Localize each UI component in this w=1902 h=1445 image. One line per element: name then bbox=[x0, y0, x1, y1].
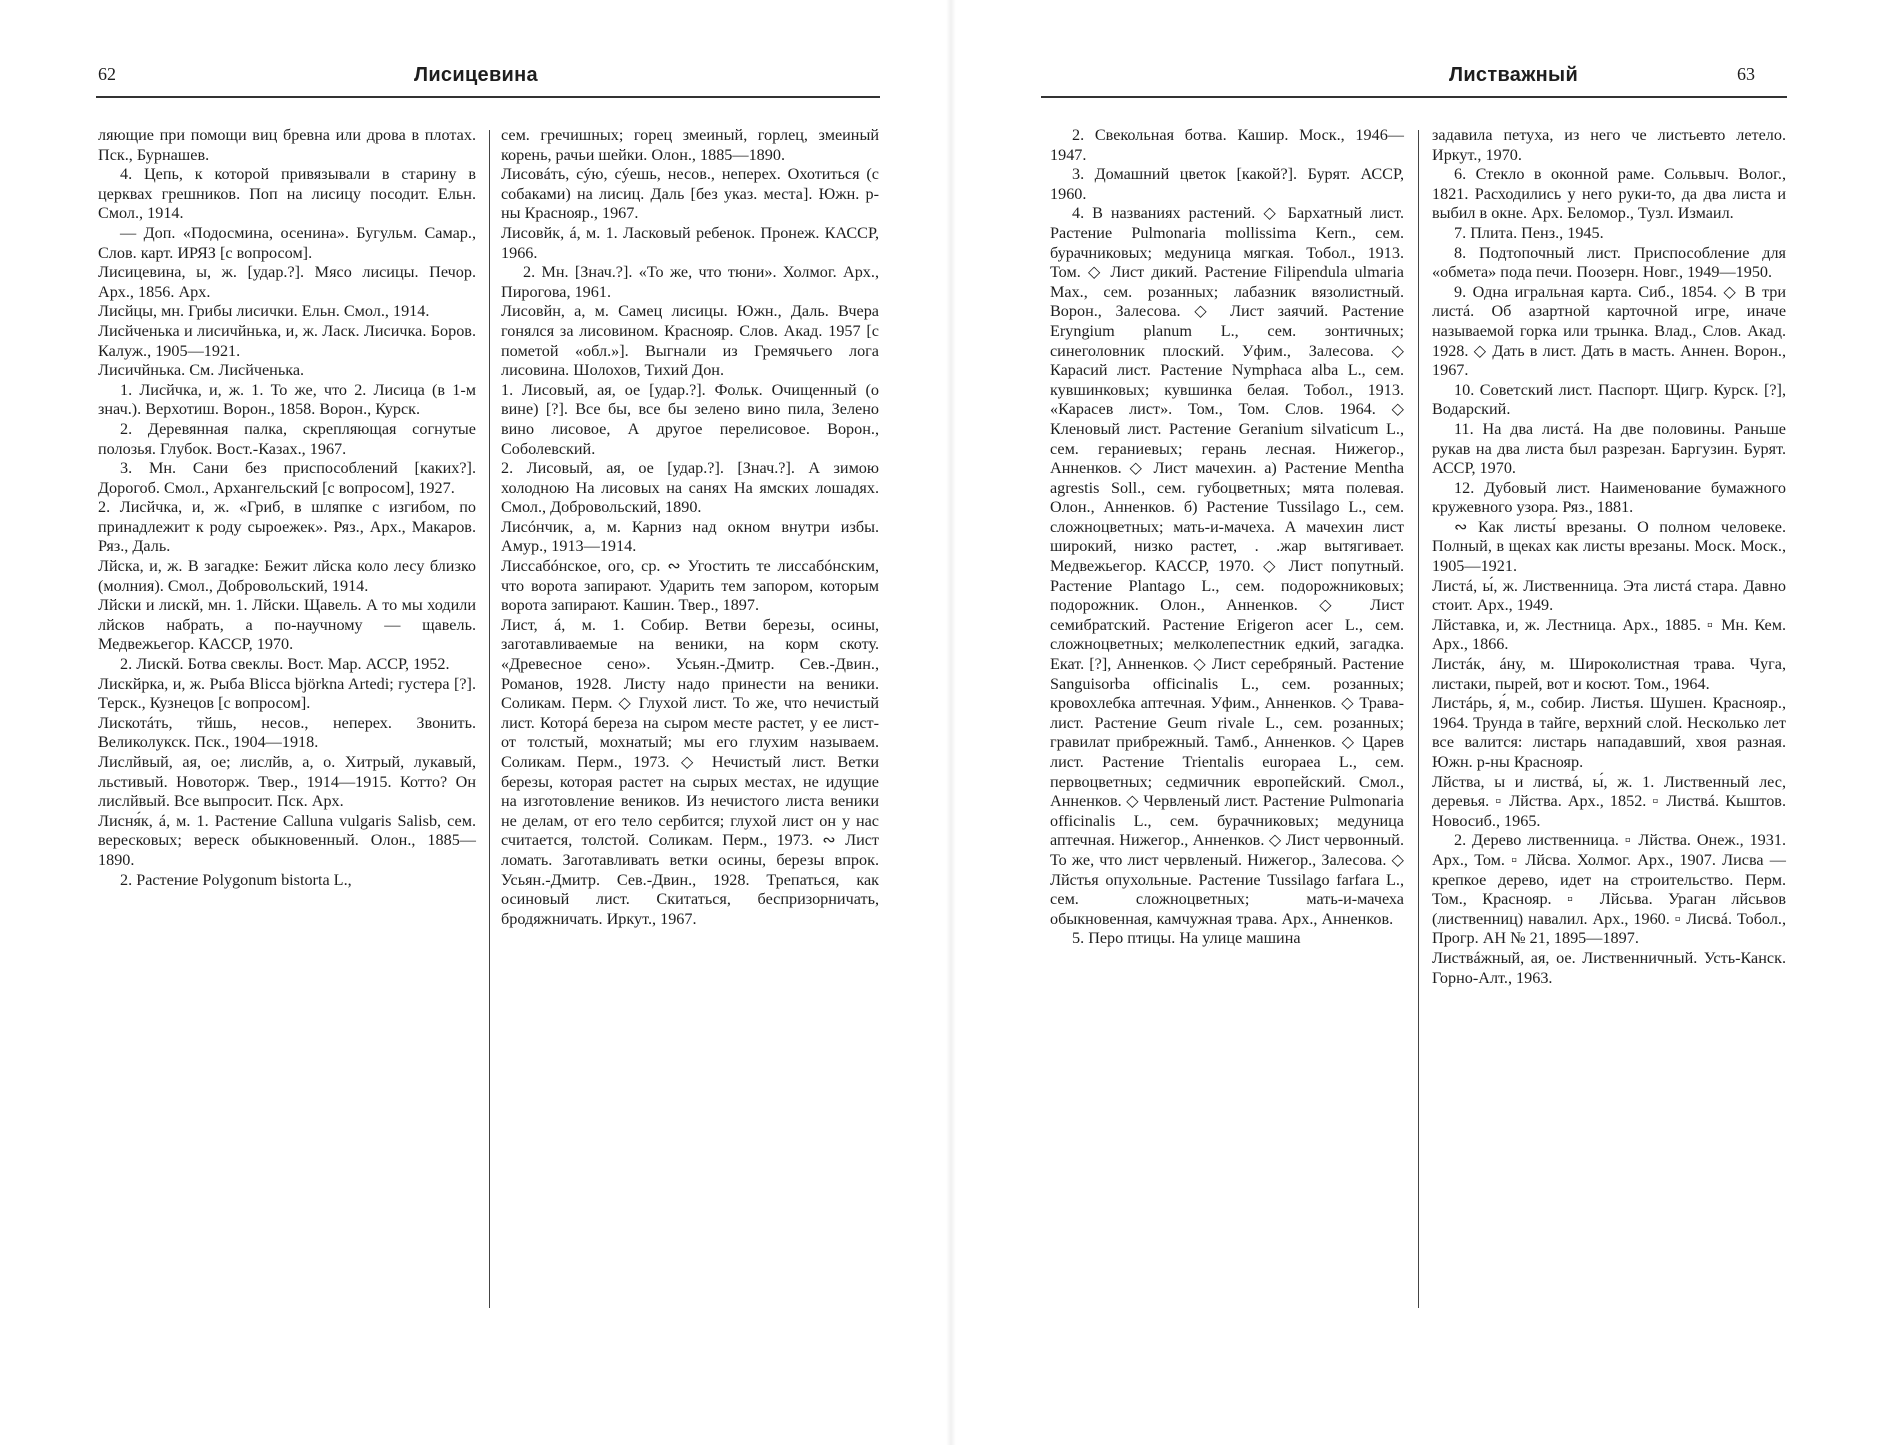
entry-paragraph: 2. Лисйчка, и, ж. «Гриб, в шляпке с изгибом, по принадлежит к роду сыроежек». Ряз., Арх., Макаров. Ряз., Даль. bbox=[98, 498, 476, 556]
entry-paragraph: 2. Дерево лиственница. ▫ Лйства. Онеж., 1931. Арх., Том. ▫ Лйсва. Холмог. Арх., 1907. Лисва — крепкое дерево, идет на строительство. Перм. Том., Краснояр. ▫ Лйсьва. Ураган лйсьвов (лиственниц) навалил. Арх., 1960. ▫ Лисвá. Тобол., Прогр. АН № 21, 1895—1897. bbox=[1432, 831, 1786, 948]
entry-paragraph: Листáрь, я́, м., собир. Листья. Шушен. Краснояр., 1964. Трунда в тайге, верхний слой. Несколько лет все валится: листарь нападавший, хвоя разная. Южн. р-ны Краснояр. bbox=[1432, 694, 1786, 771]
left-header-rule bbox=[96, 96, 880, 98]
entry-paragraph: 6. Стекло в оконной раме. Сольвыч. Волог., 1821. Расходились у него руки-то, да два листа и выбил в окне. Арх. Беломор., Тузл. Измаил. bbox=[1432, 165, 1786, 223]
left-running-head: Лисицевина bbox=[414, 64, 538, 86]
entry-paragraph: 5. Перо птицы. На улице машина bbox=[1072, 929, 1301, 948]
entry-paragraph: ∾ Как листы́ врезаны. О полном человеке. Полный, в щеках как листы врезаны. Моск. Моск., 1905—1921. bbox=[1432, 517, 1786, 576]
entry-paragraph: Лисовйн, а, м. Самец лисицы. Южн., Даль. Вчера гонялся за лисовином. Краснояр. Слов. Акад. 1957 [с пометой «обл.»]. Выгнали из Гремячьего лога лисовина. Шолохов, Тихий Дон. bbox=[501, 302, 879, 380]
right-column-2 bbox=[1432, 126, 1786, 988]
entry-paragraph: Лйски и лискй, мн. 1. Лйски. Щавель. А то мы ходили лйсков набрать, а по-научному — щавель. Медвежьегор. КАССР, 1970. bbox=[98, 596, 476, 654]
entry-paragraph: 1. Лисйчка, и, ж. 1. То же, что 2. Лисица (в 1-м знач.). Верхотиш. Ворон., 1858. Ворон., Курск. bbox=[98, 380, 476, 419]
entry-paragraph: 2. Растение Polygonum bistorta L., bbox=[120, 870, 352, 889]
entry-paragraph: 10. Советский лист. Паспорт. Щигр. Курск. [?], Водарский. bbox=[1432, 380, 1786, 419]
entry-paragraph: — Доп. «Подосмина, осенина». Бугульм. Самар., Слов. карт. ИРЯЗ [с вопросом]. bbox=[98, 223, 476, 262]
entry-paragraph: Лисйцы, мн. Грибы лисички. Ельн. Смол., 1914. bbox=[98, 302, 430, 321]
entry-paragraph: 2. Свекольная ботва. Кашир. Моск., 1946—1947. bbox=[1050, 126, 1404, 164]
right-page-number: 63 bbox=[1737, 64, 1755, 84]
left-column-2 bbox=[501, 126, 879, 929]
entry-paragraph: Лйска, и, ж. В загадке: Бежит лйска коло лесу близко (молния). Смол., Добровольский, 1914. bbox=[98, 557, 476, 595]
right-page bbox=[951, 0, 1902, 1445]
right-header-rule bbox=[1041, 96, 1787, 98]
entry-paragraph: 2. Лискй. Ботва свеклы. Вост. Мар. АССР, 1952. bbox=[120, 655, 450, 674]
entry-paragraph: Лисицевина, ы, ж. [удар.?]. Мясо лисицы. Печор. Арх., 1856. Арх. bbox=[98, 263, 476, 301]
entry-paragraph: 3. Домашний цветок [какой?]. Бурят. АССР, 1960. bbox=[1050, 165, 1404, 203]
entry-paragraph: Лисичйнька. См. Лисйченька. bbox=[98, 361, 305, 380]
entry-paragraph: 9. Одна игральная карта. Сиб., 1854. ◇ В три листá. Об азартной карточной игре, иначе называемой горка или трынка. Влад., Слов. Акад. 1928. ◇ Дать в лист. Дать в масть. Аннен. Ворон., 1967. bbox=[1432, 282, 1786, 380]
entry-paragraph: ляющие при помощи виц бревна или дрова в плотах. Пск., Бурнашев. bbox=[98, 126, 476, 164]
right-running-head: Листважный bbox=[1449, 64, 1579, 86]
entry-paragraph: 8. Подтопочный лист. Приспособление для «обмета» пода печи. Поозерн. Новг., 1949—1950. bbox=[1432, 243, 1786, 282]
entry-paragraph: 2. Лисовый, ая, ое [удар.?]. [Знач.?]. А зимою холодною На лисовых на санях На ямских лошадях. Смол., Добровольский, 1890. bbox=[501, 459, 879, 517]
right-column-divider bbox=[1418, 130, 1419, 1308]
entry-paragraph: Лист, á, м. 1. Собир. Ветви березы, осины, заготавливаемые на веники, на корм скоту. «Древесное сено». Усьян.-Дмитр. Сев.-Двин., Романов, 1928. Листу надо принести на веники. Соликам. Перм. ◇ Глухой лист. То же, что нечистый лист. Которá береза на сыром месте растет, у ее лист-от толстый, мохнатый; мы его глухим называем. Соликам. Перм., 1973. ◇ Нечистый лист. Ветки березы, которая растет на сырых местах, не идущие на изготовление веников. Из нечистого листа веники не делам, от его тело сербится; глухой лист он у нас считается, толстой. Соликам. Перм., 1973. ∾ Лист ломать. Заготавливать ветки осины, березы впрок. Усьян.-Дмитр. Сев.-Двин., 1928. Трепаться, как осиновый лист. Скитаться, беспризорничать, бродяжничать. Иркут., 1967. bbox=[501, 615, 879, 928]
entry-paragraph: 7. Плита. Пенз., 1945. bbox=[1454, 223, 1604, 242]
entry-paragraph: 3. Мн. Сани без приспособлений [каких?]. Дорогоб. Смол., Архангельский [с вопросом], 1927. bbox=[98, 459, 476, 497]
entry-paragraph: Листвáжный, ая, ое. Лиственничный. Усть-Канск. Горно-Алт., 1963. bbox=[1432, 948, 1786, 987]
entry-paragraph: Лисóнчик, а, м. Карниз над окном внутри избы. Амур., 1913—1914. bbox=[501, 517, 879, 556]
entry-paragraph: Лислйвый, ая, ое; лислйв, а, о. Хитрый, лукавый, льстивый. Новоторж. Твер., 1914—1915. Котто? Он лислйвый. Все выпросит. Пск. Арх. bbox=[98, 753, 476, 811]
entry-paragraph: 4. Цепь, к которой привязывали в старину в церквах грешников. Поп на лисицу посодит. Ельн. Смол., 1914. bbox=[98, 165, 476, 223]
entry-paragraph: Лискотáть, тйшь, несов., неперех. Звонить. Великолукск. Пск., 1904—1918. bbox=[98, 713, 476, 752]
left-column-divider bbox=[489, 130, 490, 1308]
entry-paragraph: Лйставка, и, ж. Лестница. Арх., 1885. ▫ Мн. Кем. Арх., 1866. bbox=[1432, 615, 1786, 654]
entry-paragraph: Лиссабóнское, ого, ср. ∾ Угостить те лиссабóнским, что ворота запирают. Ударить тем запором, которым ворота запирают. Кашин. Твер., 1897. bbox=[501, 557, 879, 615]
entry-paragraph: Лискйрка, и, ж. Рыба Blicca björkna Artedi; густера [?]. Терск., Кузнецов [с вопросом]. bbox=[98, 674, 476, 713]
left-page-number: 62 bbox=[98, 64, 116, 84]
entry-paragraph: 11. На два листá. На две половины. Раньше рукав на два листа был разрезан. Баргузин. Бурят. АССР, 1970. bbox=[1432, 419, 1786, 478]
right-column-1 bbox=[1050, 126, 1404, 949]
entry-paragraph: 2. Деревянная палка, скрепляющая согнутые полозья. Глубок. Вост.-Казах., 1967. bbox=[98, 419, 476, 458]
entry-paragraph: Лисня́к, á, м. 1. Растение Calluna vulgaris Salisb, сем. вересковых; вереск обыкновенный. Олон., 1885—1890. bbox=[98, 811, 476, 869]
entry-paragraph: 4. В названиях растений. ◇ Бархатный лист. Растение Pulmonaria mollissima Kern., сем. бурачниковых; медуница мягкая. Тобол., 1913. Том. ◇ Лист дикий. Растение Filipendula ulmaria Max., сем. розанных; лабазник вязолистный. Ворон., Залесова. ◇ Лист заячий. Растение Eryngium planum L., сем. зонтичных; синеголовник плоский. Уфим., Залесова. ◇ Карасий лист. Растение Nymphaca alba L., сем. кувшинковых; кувшинка белая. Тобол., 1913. «Карасев лист». Том., Том. Слов. 1964. ◇ Кленовый лист. Растение Geranium silvaticum L., сем. гераниевых; герань лесная. Нижегор., Анненков. ◇ Лист мачехин. а) Растение Mentha agrestis Soll., сем. губоцветных; мята полевая. Олон., Анненков. б) Растение Tussilago L., сем. сложноцветных; мать-и-мачеха. А мачехин лист широкий, низко растет, . .жар вытягивает. Медвежьегор. КАССР, 1970. ◇ Лист попутный. Растение Plantago L., сем. подорожниковых; подорожник. Олон., Анненков. ◇ Лист семибратский. Растение Erigeron acer L., сем. сложноцветных; мелколепестник едкий, загадка. Екат. [?], Анненков. ◇ Лист серебряный. Растение Sanguisorba officinalis L., сем. розанных; кровохлебка аптечная. Уфим., Анненков. ◇ Трава-лист. Растение Geum rivale L., сем. розанных; гравилат прибрежный. Тамб., Анненков. ◇ Царев лист. Растение Trientalis europaea L., сем. первоцветных; седмичник европейский. Смол., Анненков. ◇ Червленый лист. Растение Pulmonaria officinalis L., сем. бурачниковых; медуница аптечная. Нижегор., Анненков. ◇ Лист червонный. То же, что лист червленый. Нижегор., Залесова. ◇ Лйстья опухольные. Растение Tussilago farfara L., сем. сложноцветных; мать-и-мачеха обыкновенная, камчужная трава. Арх., Анненков. bbox=[1050, 204, 1404, 928]
entry-paragraph: Листá, ы́, ж. Лиственница. Эта листá стара. Давно стоит. Арх., 1949. bbox=[1432, 576, 1786, 615]
entry-paragraph: Лисовйк, á, м. 1. Ласковый ребенок. Пронеж. КАССР, 1966. bbox=[501, 223, 879, 262]
left-page-header bbox=[96, 64, 878, 94]
entry-paragraph: Лисйченька и лисичйнька, и, ж. Ласк. Лисичка. Боров. Калуж., 1905—1921. bbox=[98, 321, 476, 360]
entry-paragraph: 2. Мн. [Знач.?]. «То же, что тюни». Холмог. Арх., Пирогова, 1961. bbox=[501, 263, 879, 301]
entry-paragraph: Лйства, ы и листвá, ы́, ж. 1. Лиственный лес, деревья. ▫ Лйства. Арх., 1852. ▫ Листвá. Кыштов. Новосиб., 1965. bbox=[1432, 772, 1786, 830]
entry-paragraph: Листáк, áну, м. Широколистная трава. Чуга, листаки, пырей, вот и косют. Том., 1964. bbox=[1432, 655, 1786, 693]
right-page-header bbox=[1047, 64, 1785, 94]
entry-paragraph: 1. Лисовый, ая, ое [удар.?]. Фольк. Очищенный (о вине) [?]. Все бы, все бы зелено вино пила, Зелено вино лисовое, А другое перелисовое. Ворон., Соболевский. bbox=[501, 380, 879, 458]
left-column-1 bbox=[98, 126, 476, 890]
entry-paragraph: задавила петуха, из него че листьевто летело. Иркут., 1970. bbox=[1432, 126, 1786, 164]
entry-paragraph: 12. Дубовый лист. Наименование бумажного кружевного узора. Ряз., 1881. bbox=[1432, 478, 1786, 517]
entry-paragraph: Лисовáть, сýю, сýешь, несов., неперех. Охотиться (с собаками) на лисиц. Даль [без указ. места]. Южн. р-ны Краснояр., 1967. bbox=[501, 165, 879, 223]
entry-paragraph: сем. гречишных; горец змеиный, горлец, змеиный корень, рачьи шейки. Олон., 1885—1890. bbox=[501, 126, 879, 164]
